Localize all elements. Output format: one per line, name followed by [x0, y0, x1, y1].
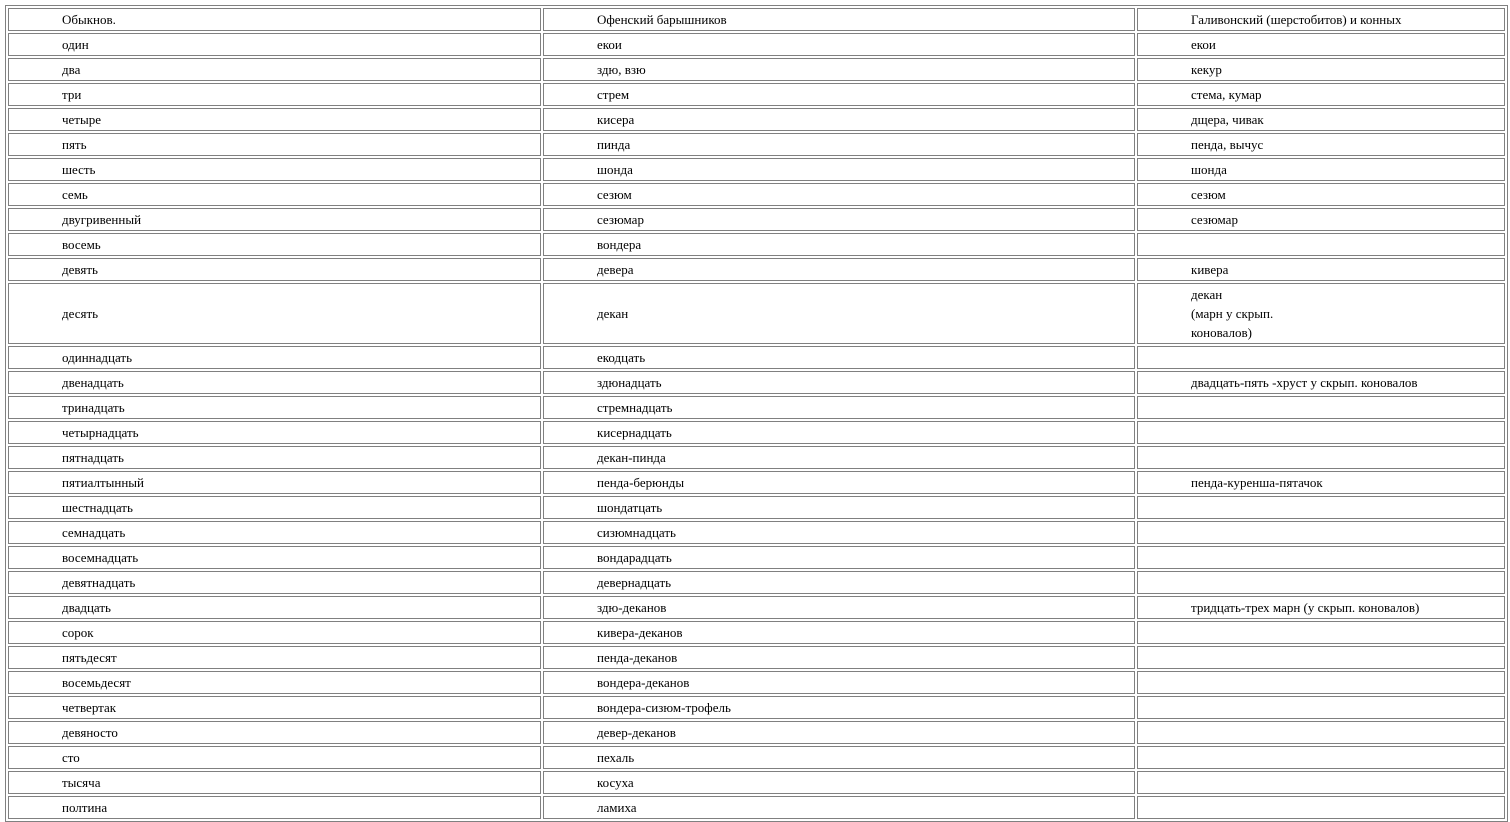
cell-galivon [1137, 258, 1505, 281]
table-row [8, 446, 1505, 469]
cell-galivon [1137, 158, 1505, 181]
table-row [8, 521, 1505, 544]
cell-common: четыре [8, 108, 541, 131]
cell-common: восемь [8, 233, 541, 256]
cell-common: четырнадцать [8, 421, 541, 444]
header-cell-common: Обыкнов. [8, 8, 541, 31]
table-row [8, 571, 1505, 594]
cell-galivon [1137, 396, 1505, 419]
cell-common: шестнадцать [8, 496, 541, 519]
cell-ofeni: пенда-деканов [543, 646, 1135, 669]
cell-galivon-line: (марн у скрып. [1191, 306, 1274, 321]
table-row [8, 621, 1505, 644]
cell-galivon [1137, 696, 1505, 719]
cell-common: один [8, 33, 541, 56]
cell-ofeni: вондера-сизюм-трофель [543, 696, 1135, 719]
cell-ofeni: кисернадцать [543, 421, 1135, 444]
table-row [8, 546, 1505, 569]
cell-galivon [1137, 283, 1505, 344]
cell-ofeni: сизюмнадцать [543, 521, 1135, 544]
cell-ofeni: шонда [543, 158, 1135, 181]
cell-ofeni: пехаль [543, 746, 1135, 769]
cell-ofeni: декан-пинда [543, 446, 1135, 469]
cell-common: четвертак [8, 696, 541, 719]
cell-common: восемнадцать [8, 546, 541, 569]
cell-ofeni: девер-деканов [543, 721, 1135, 744]
cell-ofeni: декан [543, 283, 1135, 344]
cell-galivon-line: шонда [1191, 162, 1227, 177]
cell-ofeni: девера [543, 258, 1135, 281]
cell-galivon-line: сезюм [1191, 187, 1226, 202]
table-row [8, 696, 1505, 719]
cell-common: два [8, 58, 541, 81]
table-row [8, 746, 1505, 769]
cell-ofeni: кивера-деканов [543, 621, 1135, 644]
cell-galivon [1137, 646, 1505, 669]
table-row [8, 158, 1505, 181]
cell-common: семнадцать [8, 521, 541, 544]
cell-galivon [1137, 33, 1505, 56]
cell-common: пять [8, 133, 541, 156]
cell-common: двенадцать [8, 371, 541, 394]
table-row [8, 371, 1505, 394]
cell-common: семь [8, 183, 541, 206]
cell-galivon [1137, 496, 1505, 519]
cell-galivon [1137, 233, 1505, 256]
table-row [8, 771, 1505, 794]
table-row [8, 183, 1505, 206]
cell-ofeni: здю-деканов [543, 596, 1135, 619]
cell-common: пятьдесят [8, 646, 541, 669]
cell-galivon [1137, 621, 1505, 644]
table-row [8, 58, 1505, 81]
table-body [8, 8, 1505, 819]
cell-common: девятнадцать [8, 571, 541, 594]
table-row [8, 208, 1505, 231]
cell-common: двугривенный [8, 208, 541, 231]
cell-common: девять [8, 258, 541, 281]
cell-common: полтина [8, 796, 541, 819]
cell-ofeni: сезюмар [543, 208, 1135, 231]
cell-common: восемьдесят [8, 671, 541, 694]
cell-galivon [1137, 208, 1505, 231]
cell-galivon-line: екои [1191, 37, 1216, 52]
cell-galivon-line: пенда-куренша-пятачок [1191, 475, 1323, 490]
table-row [8, 471, 1505, 494]
cell-ofeni: стрем [543, 83, 1135, 106]
cell-galivon [1137, 133, 1505, 156]
cell-ofeni: ламиха [543, 796, 1135, 819]
cell-galivon [1137, 58, 1505, 81]
cell-ofeni: вондарадцать [543, 546, 1135, 569]
table-row [8, 258, 1505, 281]
cell-galivon [1137, 83, 1505, 106]
cell-galivon-line: кекур [1191, 62, 1222, 77]
cell-galivon-line: сезюмар [1191, 212, 1238, 227]
cell-galivon [1137, 796, 1505, 819]
header-cell-ofeni: Офенский барышников [543, 8, 1135, 31]
cell-galivon [1137, 346, 1505, 369]
cell-common: одиннадцать [8, 346, 541, 369]
table-row [8, 796, 1505, 819]
numerals-table [6, 6, 1507, 821]
cell-galivon [1137, 596, 1505, 619]
table-row [8, 396, 1505, 419]
cell-ofeni: стремнадцать [543, 396, 1135, 419]
table-header-row [8, 8, 1505, 31]
cell-ofeni: екои [543, 33, 1135, 56]
cell-galivon-line: декан [1191, 287, 1223, 302]
cell-galivon-line: стема, кумар [1191, 87, 1262, 102]
table-row [8, 596, 1505, 619]
cell-galivon [1137, 446, 1505, 469]
cell-galivon [1137, 421, 1505, 444]
header-cell-galivon: Галивонский (шерстобитов) и конных [1137, 8, 1505, 31]
cell-common: пятнадцать [8, 446, 541, 469]
cell-ofeni: шондатцать [543, 496, 1135, 519]
table-row [8, 133, 1505, 156]
table-row [8, 646, 1505, 669]
cell-ofeni: вондера [543, 233, 1135, 256]
cell-ofeni: пинда [543, 133, 1135, 156]
cell-common: девяносто [8, 721, 541, 744]
table-row [8, 33, 1505, 56]
table-row [8, 346, 1505, 369]
cell-galivon-line: двадцать-пять -хруст у скрып. коновалов [1191, 375, 1418, 390]
cell-ofeni: здюнадцать [543, 371, 1135, 394]
cell-common: сорок [8, 621, 541, 644]
cell-ofeni: косуха [543, 771, 1135, 794]
cell-ofeni: пенда-берюнды [543, 471, 1135, 494]
cell-ofeni: здю, взю [543, 58, 1135, 81]
cell-common: тринадцать [8, 396, 541, 419]
cell-common: десять [8, 283, 541, 344]
cell-galivon [1137, 371, 1505, 394]
cell-galivon [1137, 471, 1505, 494]
cell-galivon-line: тридцать-трех марн (у скрып. коновалов) [1191, 600, 1420, 615]
table-row [8, 283, 1505, 344]
cell-common: пятиалтынный [8, 471, 541, 494]
cell-galivon [1137, 721, 1505, 744]
cell-common: тысяча [8, 771, 541, 794]
cell-galivon [1137, 108, 1505, 131]
cell-galivon [1137, 746, 1505, 769]
cell-ofeni: вондера-деканов [543, 671, 1135, 694]
cell-common: три [8, 83, 541, 106]
cell-common: двадцать [8, 596, 541, 619]
table-row [8, 721, 1505, 744]
table-row [8, 671, 1505, 694]
cell-common: шесть [8, 158, 541, 181]
cell-galivon [1137, 183, 1505, 206]
table-row [8, 83, 1505, 106]
cell-galivon-line: коновалов) [1191, 325, 1252, 340]
cell-galivon [1137, 671, 1505, 694]
cell-galivon [1137, 771, 1505, 794]
table-row [8, 233, 1505, 256]
cell-common: сто [8, 746, 541, 769]
cell-ofeni: екодцать [543, 346, 1135, 369]
cell-galivon [1137, 571, 1505, 594]
cell-ofeni: сезюм [543, 183, 1135, 206]
cell-galivon-line: дщера, чивак [1191, 112, 1264, 127]
table-row [8, 108, 1505, 131]
cell-ofeni: девернадцать [543, 571, 1135, 594]
table-row [8, 496, 1505, 519]
table-row [8, 421, 1505, 444]
cell-galivon-line: кивера [1191, 262, 1229, 277]
cell-galivon-line: пенда, вычус [1191, 137, 1264, 152]
lexicon-table-frame [5, 5, 1508, 822]
cell-galivon [1137, 546, 1505, 569]
cell-galivon [1137, 521, 1505, 544]
cell-ofeni: кисера [543, 108, 1135, 131]
